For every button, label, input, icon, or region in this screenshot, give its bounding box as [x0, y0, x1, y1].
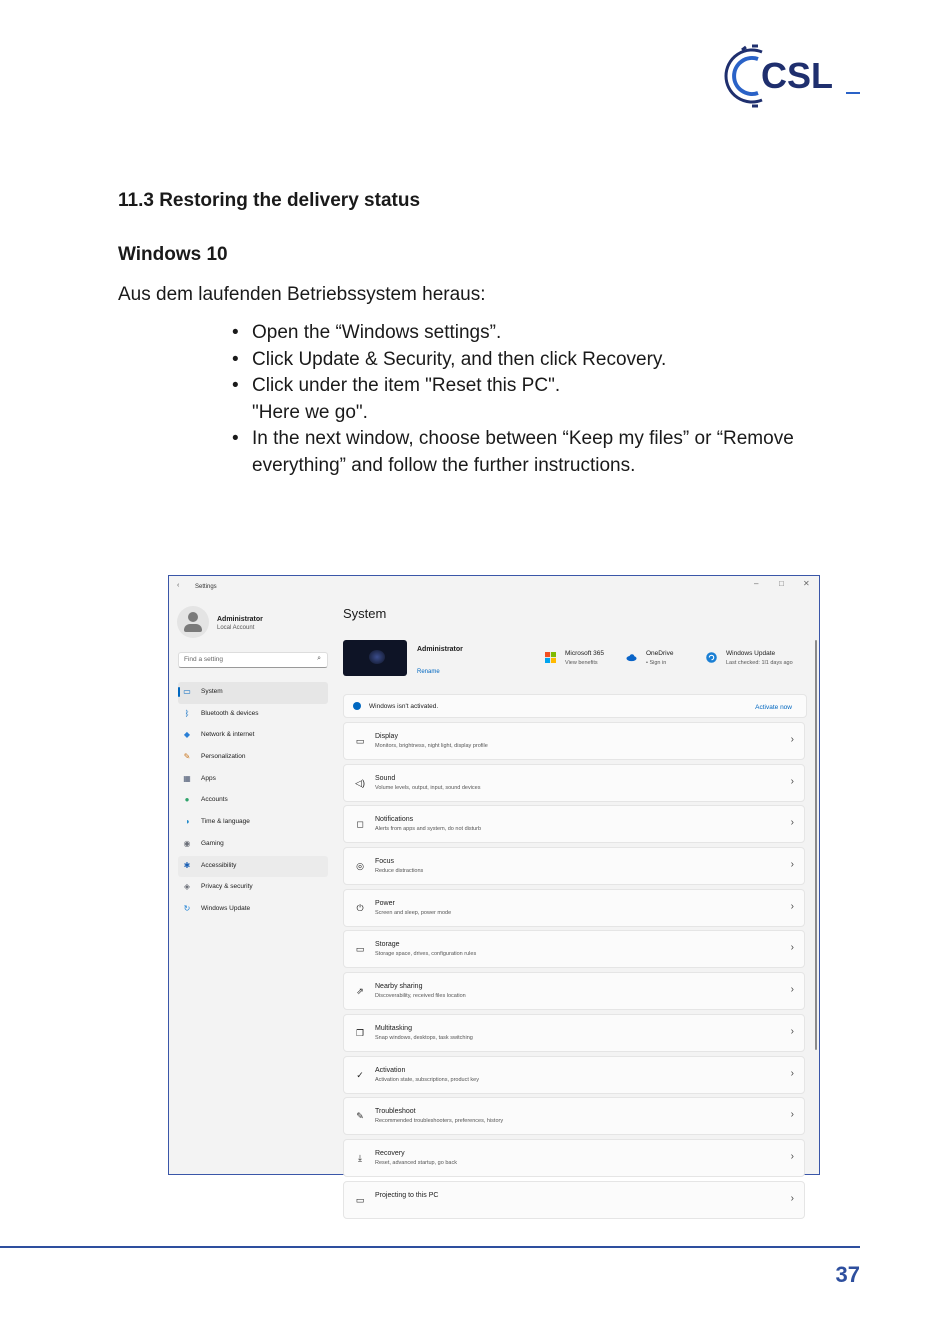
csl-logo-mark — [728, 42, 863, 108]
sidebar-item-network-internet[interactable] — [178, 725, 328, 747]
page-number: 37 — [835, 1262, 860, 1287]
settings-screenshot — [168, 575, 820, 1205]
steps-list — [230, 320, 870, 479]
sidebar-item-time-language[interactable] — [178, 812, 328, 834]
card-subtitle: Screen and sleep, power mode — [375, 909, 452, 916]
sidebar-item-apps[interactable] — [178, 769, 328, 791]
wrench-icon: ✎ — [356, 1111, 364, 1122]
settings-card-recovery[interactable] — [343, 1139, 805, 1177]
settings-card-notifications[interactable] — [343, 805, 805, 843]
card-title: Power — [375, 899, 395, 907]
tile-subtitle: Last checked: 1l1 days ago — [726, 660, 793, 666]
chevron-right-icon: › — [790, 1025, 794, 1037]
search-icon: ⌕ — [317, 655, 321, 662]
step-continuation: "Here we go". — [252, 401, 368, 423]
card-subtitle: Activation state, subscriptions, product key — [375, 1076, 479, 1083]
speaker-icon: ◁) — [355, 777, 365, 788]
card-subtitle: Recommended troubleshooters, preferences, history — [375, 1118, 504, 1125]
maximize-icon[interactable]: □ — [779, 579, 784, 588]
window-title: Settings — [195, 584, 217, 590]
tile-subtitle: • Sign in — [646, 660, 667, 666]
cloud-icon — [626, 652, 637, 663]
title-bar — [169, 576, 819, 598]
settings-card-projecting-to-this-pc[interactable] — [343, 1181, 805, 1219]
device-name: Administrator — [417, 646, 463, 653]
update-icon — [706, 652, 717, 663]
step-text: In the next window, choose between “Keep my files” or “Remove everything” and follow the further instructions. — [252, 428, 794, 476]
settings-card-sound[interactable] — [343, 764, 805, 802]
card-title: Sound — [375, 774, 396, 782]
sidebar-item-label: Privacy & security — [201, 883, 253, 891]
rename-link[interactable]: Rename — [417, 669, 440, 675]
sidebar-item-label: Accounts — [201, 796, 228, 804]
sidebar-item-accessibility[interactable] — [178, 856, 328, 878]
chevron-right-icon: › — [790, 900, 794, 912]
card-title: Display — [375, 733, 398, 740]
settings-card-nearby-sharing[interactable] — [343, 972, 805, 1010]
card-subtitle: Reduce distractions — [375, 868, 424, 875]
footer-rule — [0, 1246, 860, 1248]
settings-card-activation[interactable] — [343, 1056, 805, 1094]
settings-card-storage[interactable] — [343, 930, 805, 968]
profile-account-type: Local Account — [217, 625, 255, 631]
settings-card-focus[interactable] — [343, 847, 805, 885]
focus-icon: ◎ — [356, 861, 364, 872]
microsoft-logo-icon — [545, 652, 556, 663]
storage-icon: ▭ — [355, 944, 365, 955]
info-icon — [353, 702, 361, 710]
step-text: Click under the item "Reset this PC". — [252, 375, 561, 396]
step-item — [230, 347, 870, 374]
chevron-right-icon: › — [790, 1109, 794, 1121]
card-subtitle: Reset, advanced startup, go back — [375, 1159, 457, 1166]
card-subtitle: Storage space, drives, configuration rules — [375, 951, 477, 958]
monitor-icon: ▭ — [183, 687, 191, 696]
sidebar-item-label: Network & internet — [201, 731, 255, 739]
sidebar-item-system[interactable] — [178, 682, 328, 704]
step-text: Click Update & Security, and then click Recovery. — [252, 348, 667, 370]
settings-card-troubleshoot[interactable] — [343, 1097, 805, 1135]
sidebar-nav — [178, 682, 328, 921]
sidebar-item-label: Accessibility — [201, 861, 237, 869]
card-subtitle: Discoverability, received files location — [375, 993, 466, 1000]
chevron-right-icon: › — [790, 1192, 794, 1204]
sidebar-item-label: Apps — [201, 774, 216, 782]
power-icon: ⏻ — [356, 902, 364, 913]
card-title: Storage — [375, 941, 400, 949]
card-subtitle: Alerts from apps and system, do not disturb — [375, 826, 482, 833]
chevron-right-icon: › — [790, 1150, 794, 1162]
chevron-right-icon: › — [790, 817, 794, 829]
tile-title: OneDrive — [646, 650, 674, 657]
search-input[interactable] — [178, 652, 328, 668]
card-title: Notifications — [375, 816, 414, 824]
gamepad-icon: ◉ — [183, 838, 191, 848]
device-thumbnail — [343, 640, 407, 676]
chevron-right-icon: › — [790, 942, 794, 954]
apps-icon: ▦ — [183, 773, 191, 783]
settings-card-display[interactable] — [343, 722, 805, 760]
minimize-icon[interactable]: – — [754, 579, 759, 588]
sidebar-item-bluetooth-devices[interactable] — [178, 704, 328, 726]
sidebar-item-windows-update[interactable] — [178, 899, 328, 921]
tile-title: Microsoft 365 — [565, 650, 605, 657]
card-subtitle: Monitors, brightness, night light, display profile — [375, 743, 488, 749]
chevron-right-icon: › — [790, 734, 794, 745]
scrollbar[interactable] — [815, 640, 817, 1050]
card-title: Nearby sharing — [375, 983, 423, 991]
card-title: Projecting to this PC — [375, 1191, 439, 1199]
activate-now-button[interactable]: Activate now — [732, 702, 792, 712]
sidebar-item-label: Time & language — [201, 818, 250, 826]
bell-icon: ◻ — [356, 819, 364, 830]
tile-title: Windows Update — [726, 650, 776, 657]
display-icon: ▭ — [355, 736, 365, 746]
close-icon[interactable]: ✕ — [803, 579, 810, 588]
recovery-icon: ⤓ — [358, 1152, 362, 1163]
step-text: Open the “Windows settings”. — [252, 322, 502, 343]
step-item — [230, 426, 870, 479]
card-title: Activation — [375, 1066, 406, 1074]
sidebar-item-label: Windows Update — [201, 904, 251, 912]
wifi-icon: ◆ — [183, 730, 191, 740]
sidebar-item-accounts[interactable] — [178, 790, 328, 812]
sidebar-item-privacy-security[interactable] — [178, 877, 328, 899]
page-title: System — [343, 606, 387, 621]
settings-card-power[interactable] — [343, 889, 805, 927]
chevron-right-icon: › — [790, 984, 794, 996]
share-icon: ⇗ — [356, 986, 364, 997]
card-title: Focus — [375, 858, 395, 866]
section-title: 11.3 Restoring the delivery status — [118, 190, 421, 211]
sub-title: Windows 10 — [118, 244, 228, 265]
back-arrow-icon[interactable]: ‹ — [177, 582, 180, 589]
settings-card-list — [343, 722, 805, 1222]
sidebar-item-label: Bluetooth & devices — [201, 709, 259, 717]
multitask-icon: ❐ — [355, 1027, 365, 1038]
tile-subtitle: View benefits — [565, 660, 598, 666]
shield-icon: ◈ — [183, 882, 191, 892]
card-subtitle: Volume levels, output, input, sound devices — [375, 784, 481, 791]
selection-indicator — [178, 687, 180, 697]
update-icon: ↻ — [183, 903, 191, 913]
intro-text: Aus dem laufenden Betriebssystem heraus: — [118, 284, 486, 305]
avatar — [177, 606, 209, 638]
card-title: Troubleshoot — [375, 1108, 416, 1116]
sidebar-item-gaming[interactable] — [178, 834, 328, 856]
banner-text: Windows isn't activated. — [369, 703, 439, 710]
sidebar-item-personalization[interactable] — [178, 747, 328, 769]
check-circle-icon: ✓ — [356, 1069, 364, 1080]
projector-icon: ▭ — [355, 1194, 365, 1205]
chevron-right-icon: › — [790, 775, 794, 787]
person-icon: ● — [184, 795, 190, 805]
activation-banner — [343, 694, 807, 718]
sidebar-item-label: System — [201, 688, 223, 695]
sidebar-item-label: Personalization — [201, 753, 246, 761]
chevron-right-icon: › — [790, 1067, 794, 1079]
csl-logo — [728, 42, 863, 108]
chevron-right-icon: › — [790, 859, 794, 871]
bluetooth-icon: ᛒ — [184, 708, 190, 718]
step-item — [230, 320, 870, 347]
brush-icon: ✎ — [183, 752, 191, 762]
settings-card-multitasking[interactable] — [343, 1014, 805, 1052]
card-title: Recovery — [375, 1149, 405, 1157]
profile-name: Administrator — [217, 616, 263, 623]
sidebar-item-label: Gaming — [201, 839, 224, 847]
csl-logo-text: CSL — [761, 55, 833, 96]
search-placeholder: Find a setting — [184, 656, 224, 663]
step-item — [230, 373, 870, 426]
accessibility-icon: ✱ — [183, 860, 191, 870]
card-title: Multitasking — [375, 1024, 412, 1032]
globe-clock-icon: ◑ — [184, 817, 190, 827]
card-subtitle: Snap windows, desktops, task switching — [375, 1034, 473, 1041]
